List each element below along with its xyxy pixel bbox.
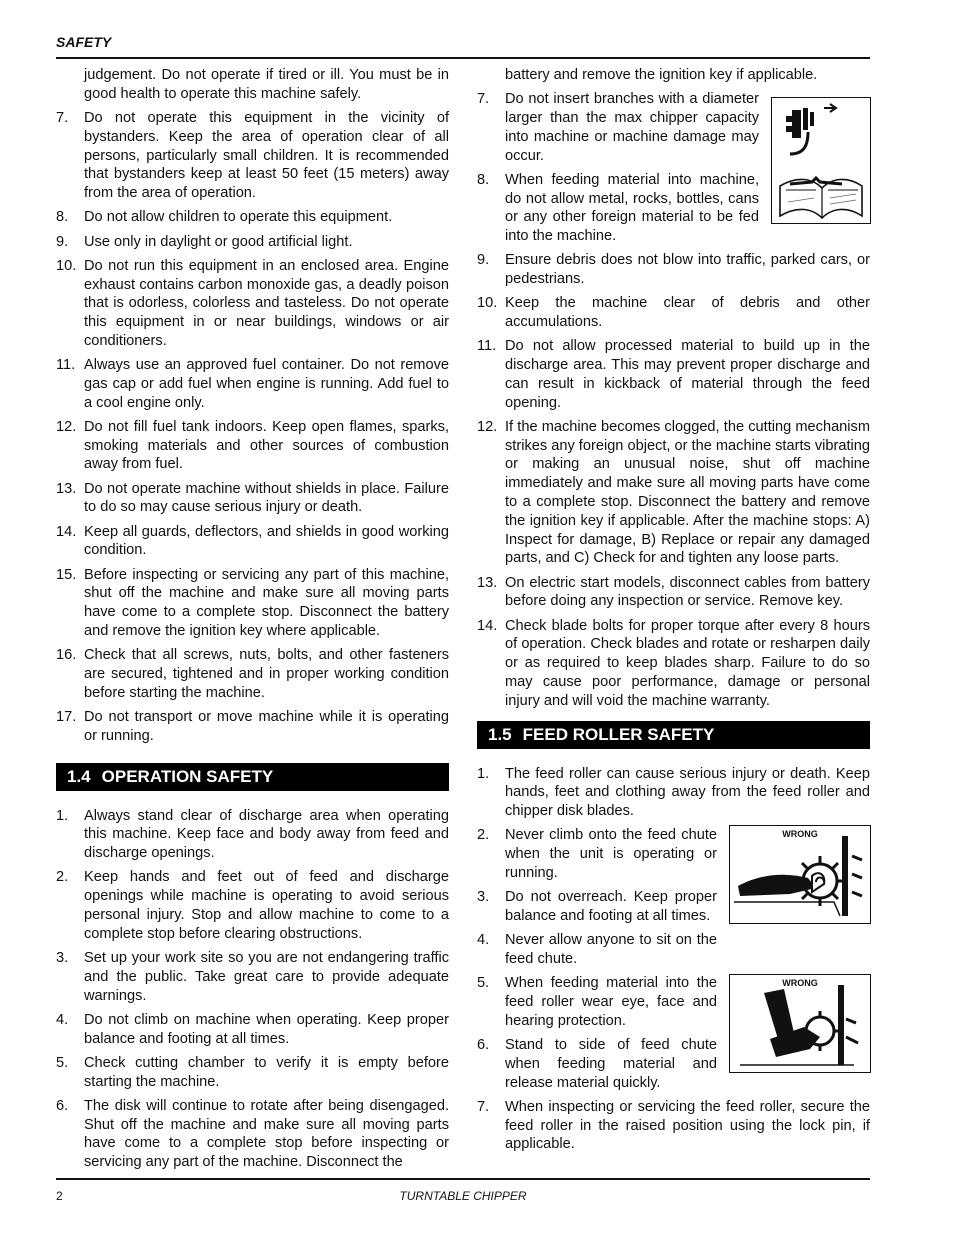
item-number: 1. (56, 807, 69, 824)
section-number: 1.4 (67, 766, 91, 786)
item-text: Check that all screws, nuts, bolts, and other fasteners are secured, tightened and in proper working condition before starting the machine. (84, 647, 449, 701)
list-item (56, 356, 449, 412)
item-text: Do not insert branches with a diameter larger than the max chipper capacity into machine or machine damage may occur. (505, 91, 759, 164)
item-text: Do not run this equipment in an enclosed area. Engine exhaust contains carbon monoxide gas, a deadly poison that is odorless, colorless and tasteless. Do not operate this equipment in or near buildings, windows or air conditioners. (84, 257, 449, 349)
list-item (477, 337, 870, 412)
section-number: 1.5 (488, 724, 512, 744)
list-item (477, 294, 870, 332)
item-text: Do not allow processed material to build up in the discharge area. This may prevent proper discharge and can result in kickback of material through the feed opening. (505, 338, 870, 411)
item-text: Do not fill fuel tank indoors. Keep open flames, sparks, smoking materials and other sources of combustion away from fuel. (84, 418, 449, 473)
item-number: 8. (477, 171, 490, 188)
list-item (56, 480, 449, 518)
item-text: Do not operate this equipment in the vicinity of bystanders. Keep the area of operation clear of all persons, particularly small children. It is recommended that bystanders keep at least 50 feet (15 meters) away from the area of operation. (84, 109, 449, 202)
list-item (477, 1098, 870, 1154)
operation-safety-list (56, 807, 449, 1172)
wrong-label: WRONG (782, 829, 818, 839)
item-number: 6. (477, 1036, 490, 1053)
feed-roller-safety-list (477, 765, 870, 1154)
list-item (477, 574, 870, 612)
item-number: 15. (56, 566, 77, 583)
list-item (56, 1054, 449, 1092)
item-number: 7. (477, 1098, 490, 1115)
item-text: The disk will continue to rotate after being disengaged. Shut off the machine and make sure all moving parts have come to a complete stop before inspecting or servicing any part of the machine. Disconnect the (84, 1097, 449, 1171)
list-item (56, 1011, 449, 1049)
item-number: 4. (56, 1011, 69, 1028)
list-item (56, 646, 449, 702)
section-title: OPERATION SAFETY (101, 766, 274, 786)
item-number: 2. (56, 869, 69, 886)
item-number: 17. (56, 709, 77, 725)
item-number: 10. (477, 295, 498, 312)
item-number: 5. (477, 975, 490, 992)
item-text: Always stand clear of discharge area when operating this machine. Keep face and body away from feed and discharge openings. (84, 807, 449, 862)
section-header: SAFETY (56, 34, 112, 50)
footer-rule (56, 1178, 870, 1180)
item-text: The feed roller can cause serious injury or death. Keep hands, feet and clothing away from the feed roller and chipper disk blades. (505, 765, 870, 820)
left-column (56, 66, 449, 1177)
item-text: Do not transport or move machine while it is operating or running. (84, 709, 449, 744)
list-item (477, 251, 870, 289)
item-number: 11. (477, 338, 497, 355)
section-title: FEED ROLLER SAFETY (522, 724, 715, 744)
item-text: Stand to side of feed chute when feeding material and release material quickly. (505, 1036, 717, 1091)
list-item (56, 109, 449, 203)
item-number: 6. (56, 1097, 69, 1114)
item-number: 16. (56, 647, 77, 664)
item-text: On electric start models, disconnect cables from battery before doing any inspection or service. Remove key. (505, 574, 870, 610)
item-number: 4. (477, 932, 490, 949)
continued-text: battery and remove the ignition key if applicable. (505, 67, 818, 83)
footer-title: TURNTABLE CHIPPER (399, 1189, 527, 1203)
item-number: 13. (56, 480, 77, 497)
item-number: 12. (56, 418, 77, 435)
item-text: Always use an approved fuel container. Do not remove gas cap or add fuel when engine is running. Add fuel to a cool engine only. (84, 357, 449, 411)
list-item (56, 566, 449, 641)
list-item (56, 233, 449, 252)
item-text: When feeding material into machine, do not allow metal, rocks, bottles, cans or any other foreign material to be fed into the machine. (505, 171, 759, 245)
item-text: Keep hands and feet out of feed and discharge openings while machine is operating to avoid serious personal injury. Stop and allow machine to come to a complete stop before clearing obstructions. (84, 869, 449, 942)
list-item (56, 868, 449, 943)
item-number: 8. (56, 209, 69, 226)
list-item (477, 931, 870, 969)
left-list (56, 109, 449, 746)
item-text: Keep the machine clear of debris and other accumulations. (505, 295, 870, 331)
item-text: Keep all guards, deflectors, and shields in good working condition. (84, 523, 449, 559)
section-heading-feed-roller-safety (477, 721, 870, 749)
wrong-sitting-on-chute-figure (729, 974, 871, 1073)
item-text: Check blade bolts for proper torque after every 8 hours of operation. Check blades and rotate or resharpen daily or as required to keep blades sharp. Failure to do so may cause poor performance, damage or personal injury and will void the machine warranty. (505, 617, 870, 709)
item-text: Never allow anyone to sit on the feed chute. (505, 932, 717, 967)
item-text: Do not allow children to operate this equipment. (84, 209, 393, 226)
header-rule (56, 57, 870, 59)
item-number: 2. (477, 827, 490, 844)
list-item (56, 257, 449, 351)
list-item (56, 949, 449, 1005)
item-number: 14. (56, 523, 77, 540)
item-text: Set up your work site so you are not endangering traffic and the public. Take great care to provide adequate warnings. (84, 949, 449, 1004)
item-text: If the machine becomes clogged, the cutting mechanism strikes any foreign object, or the machine starts vibrating or making an unusual noise, shut off machine immediately and make sure all moving parts have come to a complete stop. Disconnect the battery and remove the ignition key if applicable. After the machine stops: A) Inspect for damage, B) Replace or repair any damaged parts, and C) Check for and tighten any loose parts. (505, 418, 871, 567)
list-item (56, 807, 449, 863)
list-item (56, 523, 449, 561)
item-text: Never climb onto the feed chute when the unit is operating or running. (505, 827, 717, 881)
list-item (56, 418, 449, 474)
item-number: 14. (477, 617, 498, 634)
list-item (56, 208, 449, 227)
item-text: Check cutting chamber to verify it is empty before starting the machine. (84, 1054, 449, 1090)
continued-text: judgement. Do not operate if tired or ill. You must be in good health to operate this machine safely. (84, 67, 449, 102)
item-number: 7. (477, 91, 490, 108)
item-number: 13. (477, 574, 498, 591)
item-text: Do not climb on machine when operating. Keep proper balance and footing at all times. (84, 1011, 449, 1047)
item-number: 10. (56, 257, 77, 274)
item-number: 7. (56, 109, 69, 126)
item-number: 5. (56, 1054, 69, 1071)
wrong-hand-in-roller-figure (729, 825, 871, 924)
item-number: 9. (477, 252, 490, 269)
item-number: 3. (56, 949, 69, 966)
section-heading-operation-safety (56, 763, 449, 791)
list-item (56, 708, 449, 746)
item-number: 3. (477, 889, 490, 906)
item-text: Use only in daylight or good artificial light. (84, 233, 353, 250)
list-item (477, 617, 870, 711)
page-number: 2 (56, 1189, 63, 1203)
item-number: 12. (477, 418, 498, 435)
item-text: When inspecting or servicing the feed roller, secure the feed roller in the raised position using the lock pin, if applicable. (505, 1098, 870, 1153)
item-number: 9. (56, 233, 69, 250)
item-number: 1. (477, 765, 490, 782)
item-text: Ensure debris does not blow into traffic, parked cars, or pedestrians. (505, 252, 870, 288)
item-text: Do not overreach. Keep proper balance and footing at all times. (505, 889, 717, 924)
list-item (477, 765, 870, 821)
item-text: Before inspecting or servicing any part of this machine, shut off the machine and make sure all moving parts have come to a complete stop. Disconnect the battery and remove the ignition key where applicable. (84, 566, 449, 640)
item-text: When feeding material into the feed roller wear eye, face and hearing protection. (505, 975, 717, 1029)
manual-warning-icon (771, 97, 871, 224)
list-item (56, 1097, 449, 1172)
list-item (477, 418, 870, 568)
item-text: Do not operate machine without shields in place. Failure to do so may cause serious injury or death. (84, 480, 449, 516)
item-number: 11. (56, 357, 76, 374)
wrong-label: WRONG (782, 978, 818, 988)
